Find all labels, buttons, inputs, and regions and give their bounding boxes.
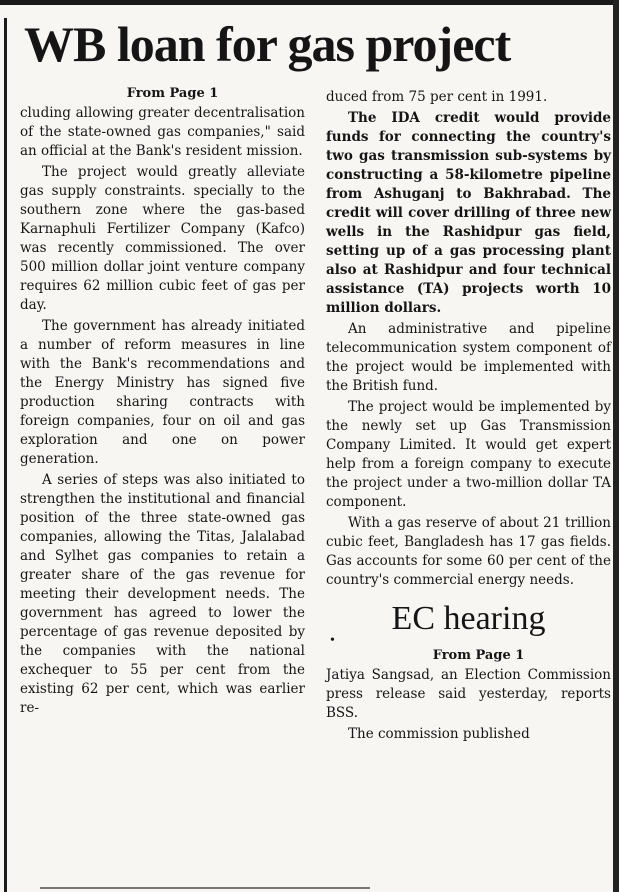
paragraph: A series of steps was also initiated to strengthen the institutional and financial position of the three state-owned gas companies, allowing the Titas, Jalalabad and Sylhet gas companies to retain a greater share of the gas revenue for meeting their development needs. The government has agreed to lower the percentage of gas revenue deposited by the companies with the national exchequer to 55 per cent from the existing 62 per cent, which was earlier re- — [20, 472, 305, 716]
jump-line: From Page 1 — [126, 86, 219, 101]
right-column — [326, 88, 611, 746]
top-rule — [0, 0, 619, 5]
paragraph: An administrative and pipeline telecommunication system component of the project would be implemented with the British fund. — [326, 321, 611, 394]
right-page-edge — [613, 0, 619, 892]
paragraph: The commission published — [348, 726, 530, 742]
left-column-rule — [4, 18, 7, 892]
paragraph: Jatiya Sangsad, an Election Commission press release said yesterday, reports BSS. — [326, 667, 611, 721]
sub-headline — [326, 598, 611, 648]
paragraph: duced from 75 per cent in 1991. — [326, 89, 548, 105]
paragraph: The project would be implemented by the newly set up Gas Transmission Company Limited. It would get expert help from a foreign company to execute the project under a two-million dollar TA component. — [326, 399, 611, 510]
headline: WB loan for gas project — [24, 16, 511, 72]
paragraph: With a gas reserve of about 21 trillion cubic feet, Bangladesh has 17 gas fields. Gas accounts for some 60 per cent of the country's commercial energy needs. — [326, 515, 611, 588]
bottom-rule — [40, 887, 370, 889]
paragraph: The project would greatly alleviate gas supply constraints. specially to the southern zone where the gas-based Karnaphuli Fertilizer Company (Kafco) was recently commissioned. The over 500 million dollar joint venture company requires 62 million cubic feet of gas per day. — [20, 164, 305, 313]
paragraph: The government has already initiated a number of reform measures in line with the Bank's recommendations and the Energy Ministry has signed five production sharing contracts with foreign companies, four on oil and gas exploration and one on power generation. — [20, 318, 305, 467]
sub-jump-line: From Page 1 — [432, 648, 525, 663]
print-speck: • — [330, 633, 335, 648]
paragraph: cluding allowing greater decentralisation of the state-owned gas companies," said an official at the Bank's resident mission. — [20, 105, 305, 159]
sub-headline-text: EC hearing — [391, 600, 546, 637]
paragraph: The IDA credit would provide funds for connecting the country's two gas transmission sub-systems by constructing a 58-kilometre pipeline from Ashuganj to Bakhrabad. The credit will cover drilling of three new wells in the Rashidpur gas field, setting up of a gas processing plant also at Rashidpur and four technical assistance (TA) projects worth 10 million dollars. — [326, 110, 611, 316]
left-column — [20, 84, 305, 720]
